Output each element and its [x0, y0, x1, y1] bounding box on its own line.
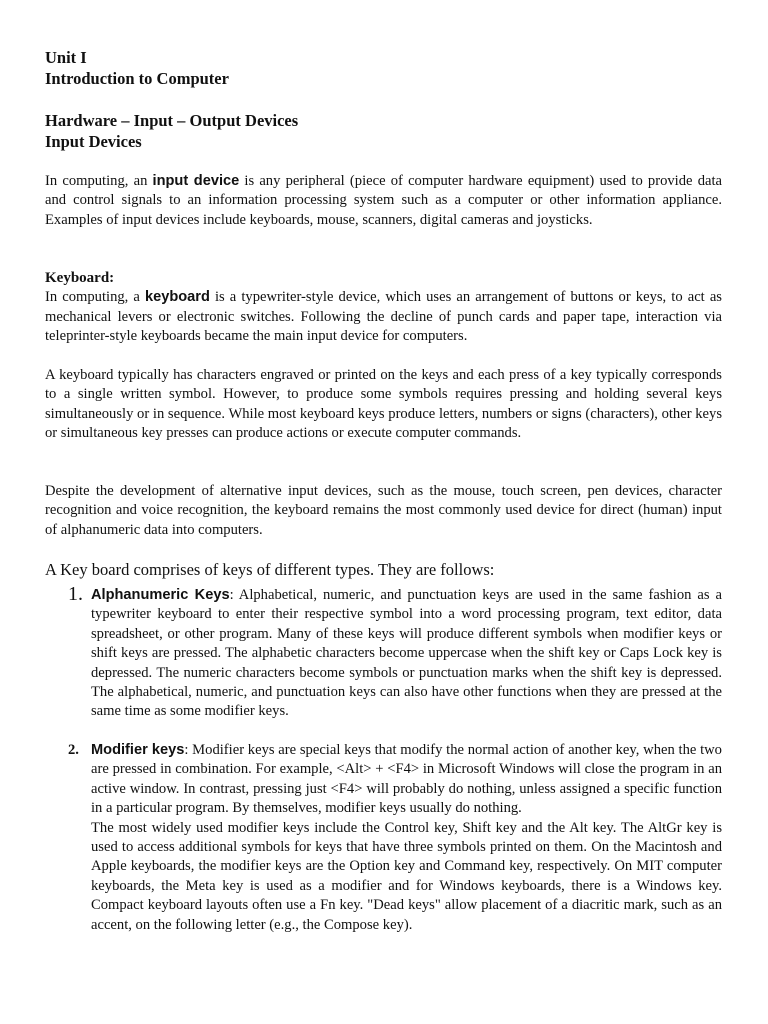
key-types-intro: A Key board comprises of keys of different types. They are follows: — [45, 560, 495, 579]
modifier-body — [91, 741, 722, 935]
keyboard-paragraph-2: A keyboard typically has characters engraved or printed on the keys and each press of a key typically corresponds to a single written symbol. However, to produce some symbols requires pressing and holding several keys simultaneously or in sequence. While most keyboard keys produce letters, numbers or signs (characters), other keys or simultaneous key presses can produce actions or execute computer commands. — [45, 367, 722, 442]
alphanumeric-body — [91, 586, 722, 722]
keyboard-paragraph-1 — [45, 288, 722, 346]
page-title: Introduction to Computer — [45, 69, 229, 88]
subsection-heading: Input Devices — [45, 132, 142, 151]
list-item-alphanumeric — [45, 583, 722, 722]
list-number-1: 1. — [68, 583, 83, 605]
alphanumeric-title: Alphanumeric Keys — [91, 587, 230, 603]
modifier-text: : Modifier keys are special keys that modify the normal action of another key, when the two are pressed in combination. For example, <Alt> + <F4> in Microsoft Windows will close the program in an active window. In contrast, pressing just <F4> will probably do nothing, unless assigned a specific function in a particular program. By themselves, modifier keys usually do nothing. — [91, 742, 722, 817]
kb-p1-pre: In computing, a — [45, 289, 145, 306]
kb-p1-post: is a typewriter-style device, which uses an arrangement of buttons or keys, to act as mechanical levers or electronic switches. Following the decline of punch cards and paper tape, interaction via teleprinter-style keyboards became the main input device for computers. — [45, 289, 722, 345]
keyboard-paragraph-3: Despite the development of alternative input devices, such as the mouse, touch screen, pen devices, character recognition and voice recognition, the keyboard remains the most commonly used device for direct (human) input of alphanumeric data into computers. — [45, 483, 722, 538]
list-number-2: 2. — [68, 742, 79, 758]
keyboard-heading: Keyboard: — [45, 270, 115, 286]
keyboard-term: keyboard — [144, 289, 210, 306]
section-heading: Hardware – Input – Output Devices — [45, 111, 299, 130]
intro-pre: In computing, an — [45, 173, 153, 189]
modifier-paragraph-1 — [91, 741, 722, 819]
keyboard-section — [45, 269, 722, 347]
input-device-term: input device — [152, 173, 240, 189]
intro-post: is any peripheral (piece of computer hardware equipment) used to provide data and control signals to an information processing system such as a computer or other information appliance. Examples of input devices include keyboards, mouse, scanners, digital cameras and joysticks. — [45, 173, 722, 228]
list-item-modifier — [45, 741, 722, 935]
modifier-title: Modifier keys — [91, 742, 185, 758]
intro-paragraph — [45, 172, 722, 230]
document-headings — [45, 47, 298, 152]
modifier-paragraph-2: The most widely used modifier keys include the Control key, Shift key and the Alt key. The AltGr key is used to access additional symbols for keys that have three symbols printed on them. On the Macintosh and Apple keyboards, the modifier keys are the Option key and Command key, respectively. On MIT computer keyboards, the Meta key is used as a modifier and for Windows keyboards, there is a Windows key. Compact keyboard layouts often use a Fn key. "Dead keys" allow placement of a diacritic mark, such as an accent, on the following letter (e.g., the Compose key). — [91, 819, 722, 933]
unit-heading: Unit I — [45, 48, 87, 67]
alphanumeric-text: : Alphabetical, numeric, and punctuation keys are used in the same fashion as a typewriter keyboard to enter their respective symbol into a word processing program, text editor, data spreadsheet, or other program. Many of these keys will produce different symbols when modifier keys or shift keys are pressed. The alphabetic characters become uppercase when the shift key or Caps Lock key is depressed. The numeric characters become symbols or punctuation marks when the shift key is depressed. The alphabetical, numeric, and punctuation keys can also have other functions when they are pressed at the same time as some modifier keys. — [91, 587, 722, 720]
